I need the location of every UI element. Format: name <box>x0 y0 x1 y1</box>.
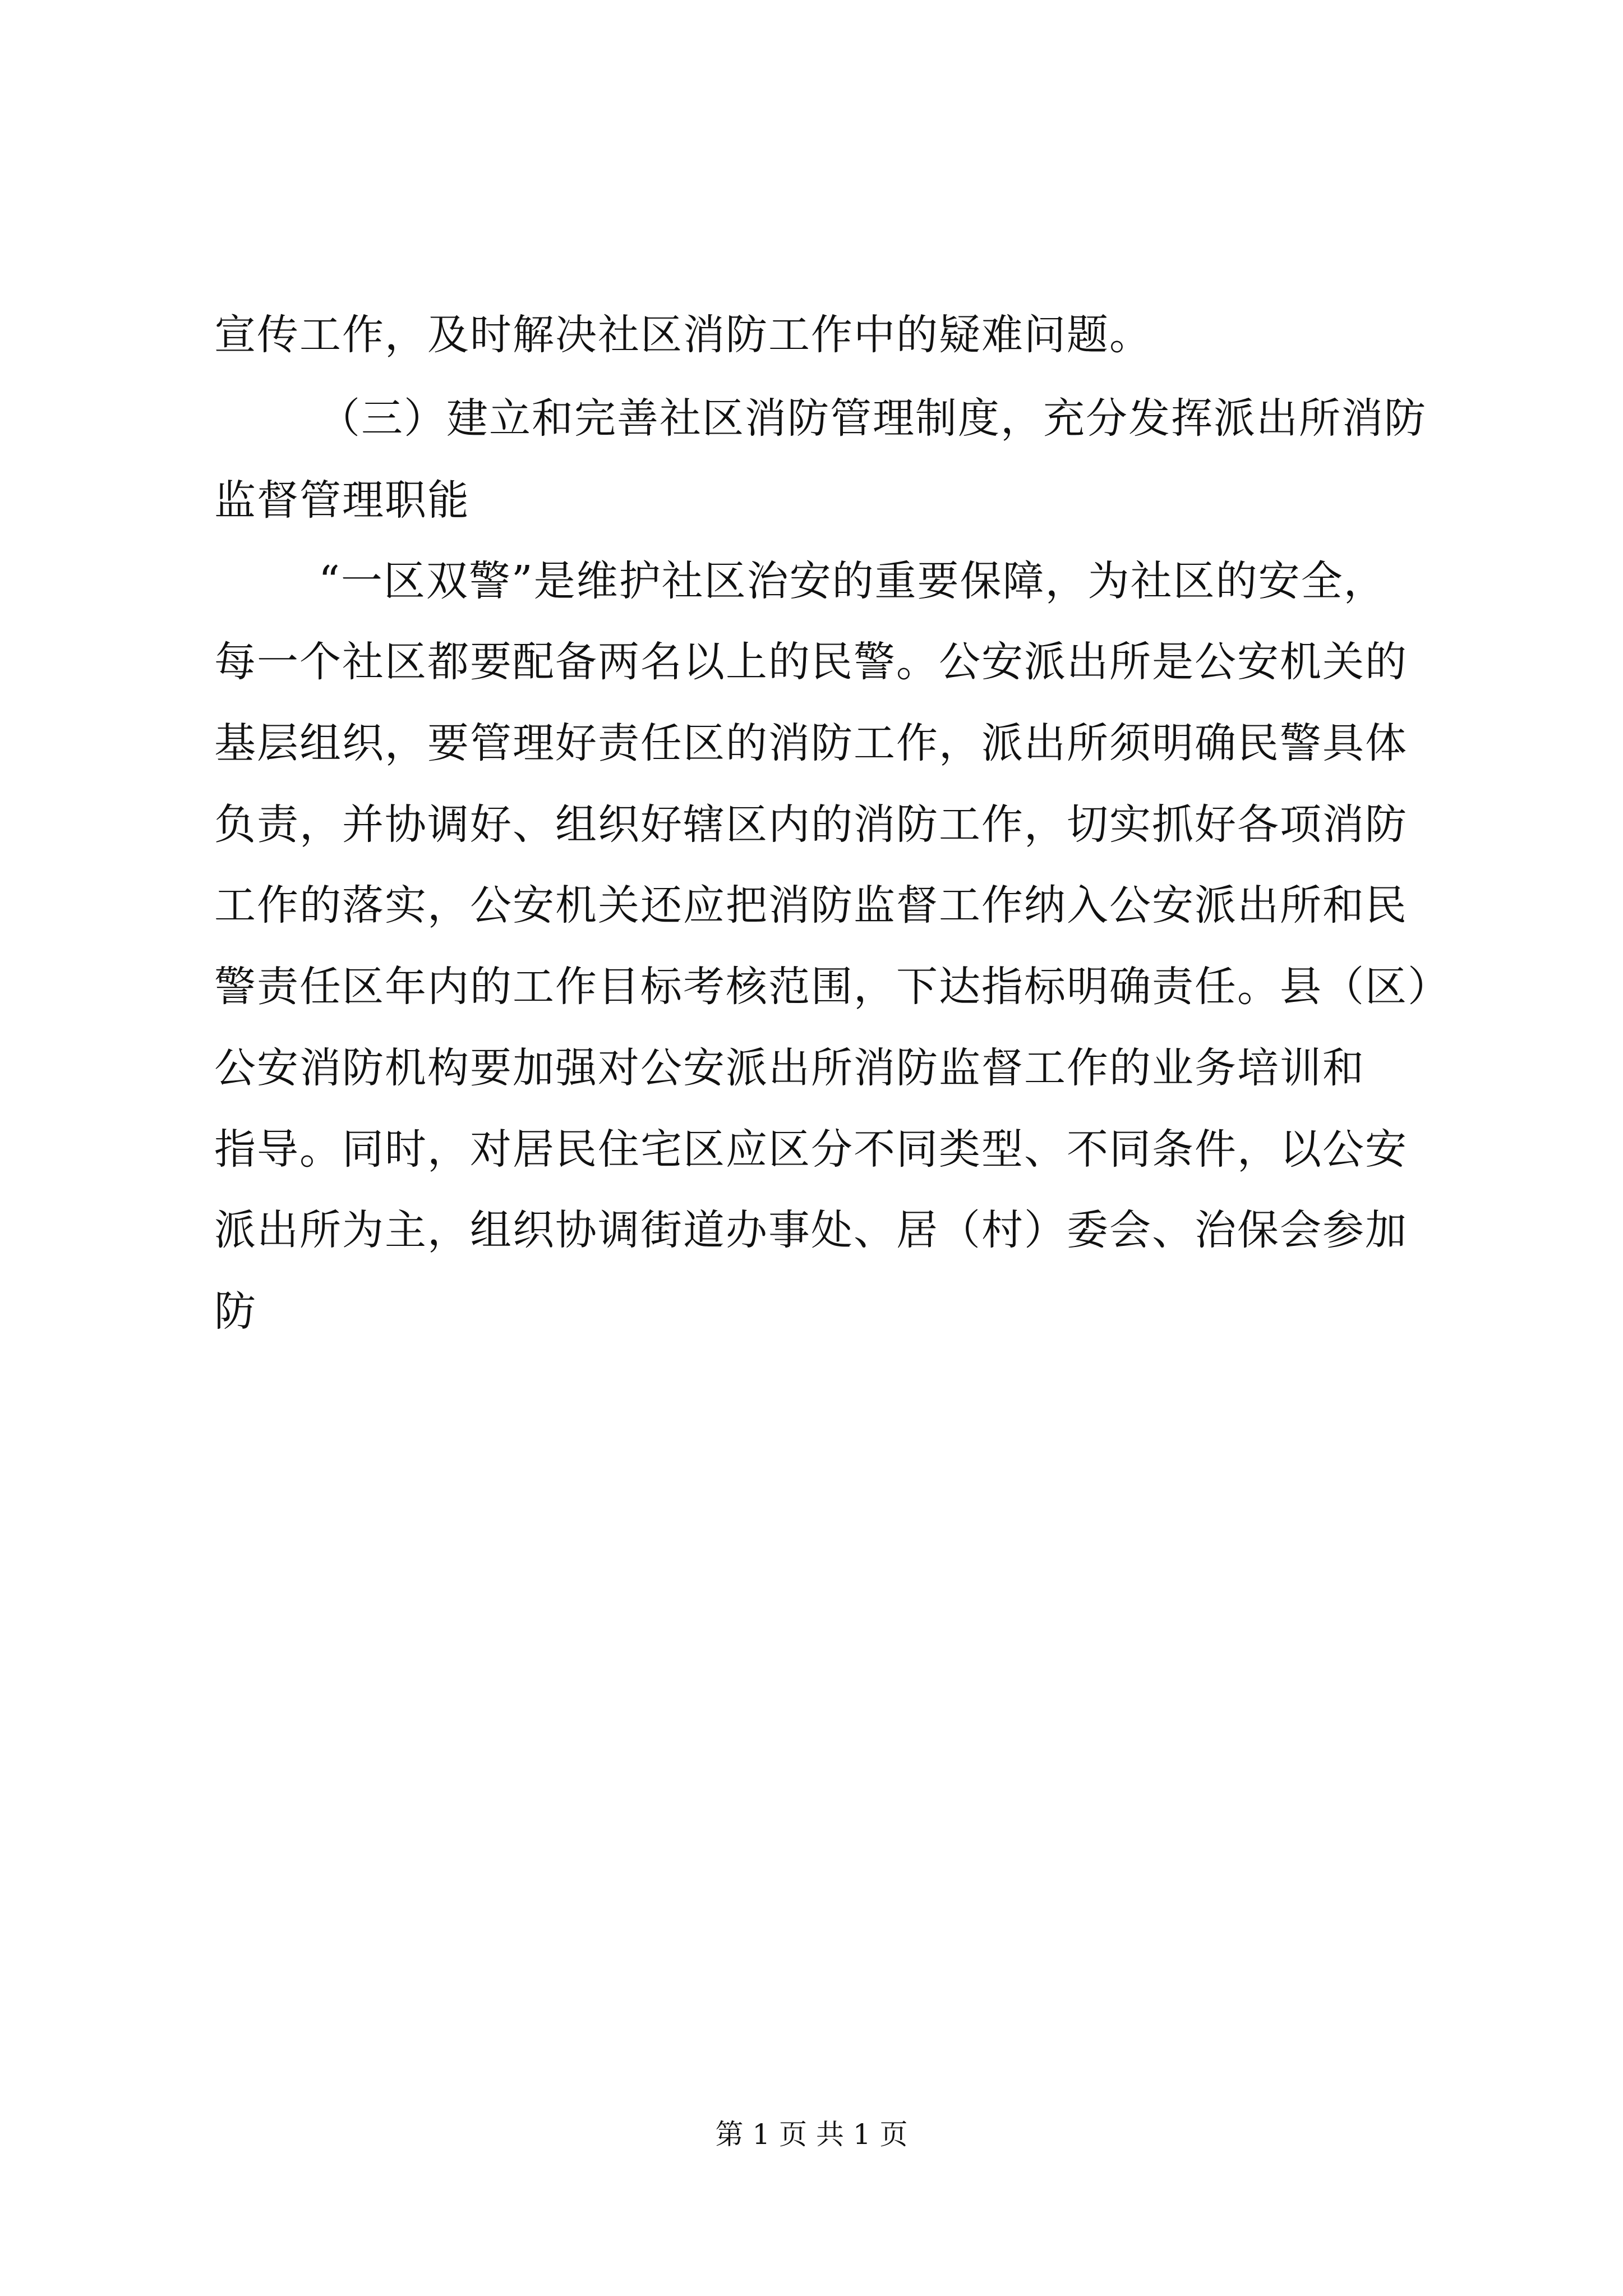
section-heading-cont: 监督管理职能 <box>214 476 470 524</box>
body-line: 警责任区年内的工作目标考核范围，下达指标明确责任。县（区） <box>214 963 1450 1011</box>
body-line: 防 <box>214 1287 257 1336</box>
section-heading: （三）建立和完善社区消防管理制度，充分发挥派出所消防 <box>319 394 1427 443</box>
body-line: 派出所为主，组织协调街道办事处、居（村）委会、治保会参加 <box>214 1206 1408 1254</box>
body-line: 宣传工作，及时解决社区消防工作中的疑难问题。 <box>214 311 1152 359</box>
body-line: 基层组织，要管理好责任区的消防工作，派出所须明确民警具体 <box>214 719 1408 767</box>
body-line: 公安消防机构要加强对公安派出所消防监督工作的业务培训和 <box>214 1044 1365 1092</box>
body-line: “一区双警”是维护社区治安的重要保障，为社区的安全， <box>319 557 1386 605</box>
body-line: 每一个社区都要配备两名以上的民警。公安派出所是公安机关的 <box>214 638 1408 686</box>
body-line: 工作的落实，公安机关还应把消防监督工作纳入公安派出所和民 <box>214 881 1408 930</box>
body-line: 指导。同时，对居民住宅区应区分不同类型、不同条件，以公安 <box>214 1125 1408 1174</box>
body-line: 负责，并协调好、组织好辖区内的消防工作，切实抓好各项消防 <box>214 800 1408 849</box>
page-footer: 第 1 页 共 1 页 <box>715 2118 908 2151</box>
